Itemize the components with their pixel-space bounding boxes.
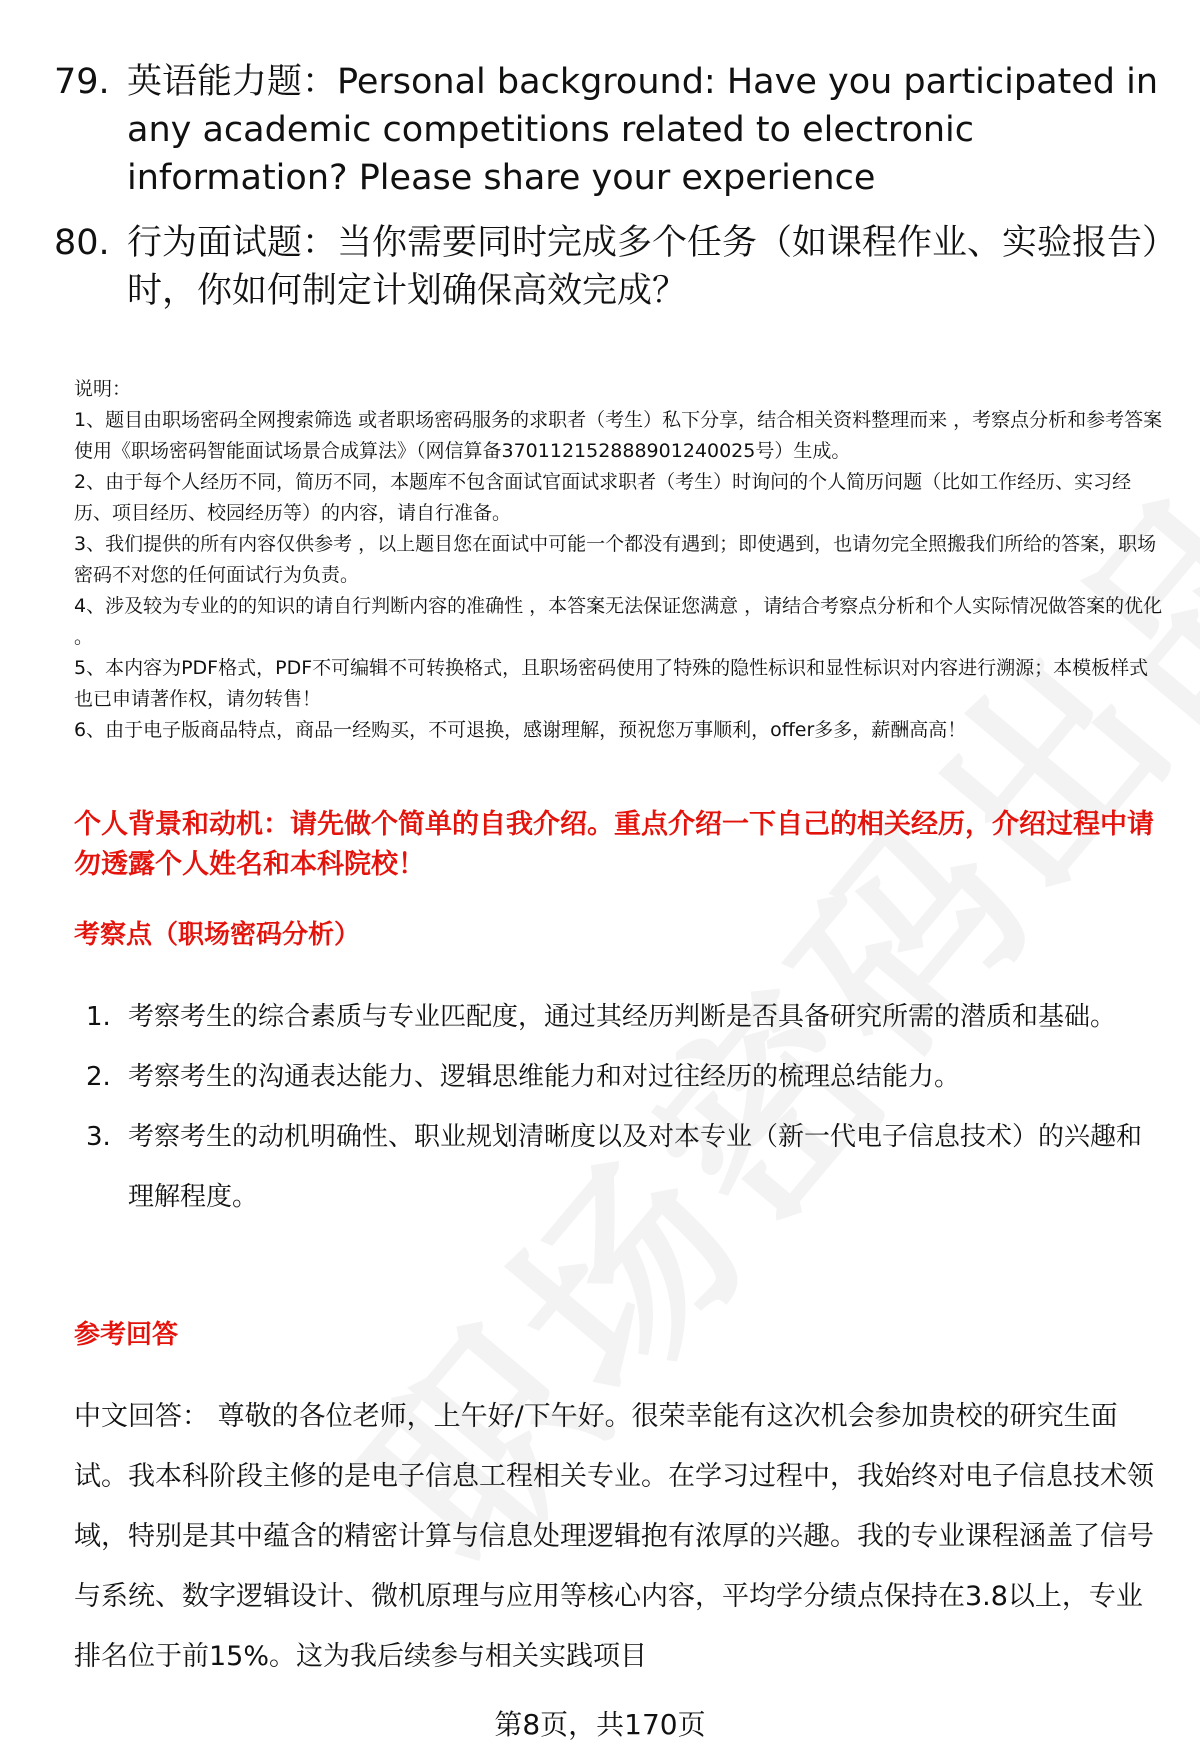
question-79 [54, 58, 1164, 202]
question-text: 行为面试题：当你需要同时完成多个任务（如课程作业、实验报告）时，你如何制定计划确保高效完成？ [127, 223, 1160, 311]
list-text: 考察考生的动机明确性、职业规划清晰度以及对本专业（新一代电子信息技术）的兴趣和理解程度。 [128, 1122, 1143, 1212]
list-item [86, 987, 1166, 1047]
list-number: 2. [86, 1062, 111, 1092]
question-text: 英语能力题：Personal background: Have you participated in any academic competitions related to electronic information? Please share your experience [127, 62, 1159, 198]
note-item: 5、本内容为PDF格式，PDF不可编辑不可转换格式，且职场密码使用了特殊的隐性标识和显性标识对内容进行溯源；本模板样式也已申请著作权，请勿转售！ [74, 657, 1149, 710]
list-text: 考察考生的综合素质与专业匹配度，通过其经历判断是否具备研究所需的潜质和基础。 [128, 1002, 1117, 1032]
points-heading: 考察点（职场密码分析） [74, 920, 361, 950]
answer-text: 中文回答： 尊敬的各位老师，上午好/下午好。很荣幸能有这次机会参加贵校的研究生面试。我本科阶段主修的是电子信息工程相关专业。在学习过程中，我始终对电子信息技术领域，特别是其中蕴含的精密计算与信息处理逻辑抱有浓厚的兴趣。我的专业课程涵盖了信号与系统、数字逻辑设计、微机原理与应用等核心内容，平均学分绩点保持在3.8以上，专业排名位于前15%。这为我后续参与相关实践项目 [74, 1401, 1154, 1672]
points-list [86, 987, 1166, 1227]
list-number: 1. [86, 1002, 111, 1032]
list-item [86, 1107, 1166, 1227]
list-item [86, 1047, 1166, 1107]
notes-title: 说明： [74, 378, 132, 400]
note-item: 1、题目由职场密码全网搜索筛选 或者职场密码服务的求职者（考生）私下分享，结合相关资料整理而来 ，考察点分析和参考答案使用《职场密码智能面试场景合成算法》（网信算备370112152888901240025号）生成。 [74, 409, 1163, 462]
page-footer: 第8页，共170页 [494, 1708, 706, 1741]
answer-heading: 参考回答 [74, 1320, 179, 1350]
question-number: 79. [54, 62, 110, 102]
question-number: 80. [54, 223, 110, 263]
notes-block [74, 374, 1164, 746]
note-item: 3、我们提供的所有内容仅供参考 ，以上题目您在面试中可能一个都没有遇到；即使遇到，也请勿完全照搬我们所给的答案，职场密码不对您的任何面试行为负责。 [74, 533, 1157, 586]
section-title: 个人背景和动机：请先做个简单的自我介绍。重点介绍一下自己的相关经历，介绍过程中请勿透露个人姓名和本科院校！ [74, 809, 1154, 880]
list-text: 考察考生的沟通表达能力、逻辑思维能力和对过往经历的梳理总结能力。 [128, 1062, 961, 1092]
note-item: 4、涉及较为专业的的知识的请自行判断内容的准确性 ，本答案无法保证您满意 ，请结合考察点分析和个人实际情况做答案的优化 。 [74, 595, 1163, 648]
note-item: 6、由于电子版商品特点，商品一经购买，不可退换，感谢理解，预祝您万事顺利，offer多多，薪酬高高！ [74, 719, 967, 741]
question-80 [54, 219, 1164, 315]
note-item: 2、由于每个人经历不同，简历不同，本题库不包含面试官面试求职者（考生）时询问的个人简历问题（比如工作经历、实习经历、项目经历、校园经历等）的内容，请自行准备。 [74, 471, 1132, 524]
list-number: 3. [86, 1122, 111, 1152]
